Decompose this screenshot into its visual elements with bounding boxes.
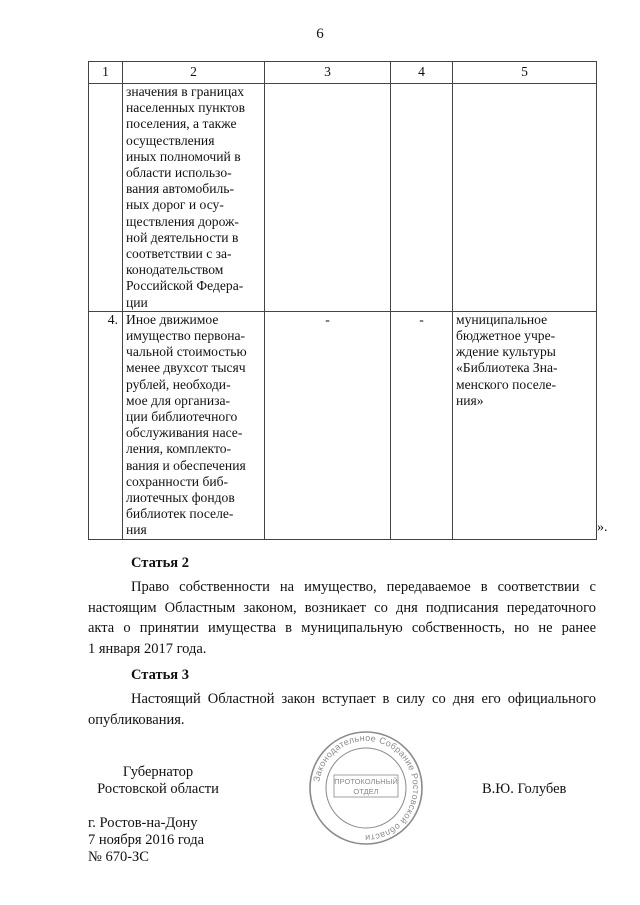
header-cell-4: 4 [391, 62, 453, 84]
svg-text:ОТДЕЛ: ОТДЕЛ [353, 787, 379, 796]
col5-cell [453, 84, 597, 312]
page-number: 6 [316, 26, 324, 42]
article-2-title: Статья 2 [131, 555, 189, 571]
col4-cell: - [391, 311, 453, 539]
date: 7 ноября 2016 года [88, 832, 205, 848]
col4-cell [391, 84, 453, 312]
svg-text:Законодательное Собрание Росто: Законодательное Собрание Ростовской области [311, 732, 422, 844]
header-cell-3: 3 [265, 62, 391, 84]
table-row [89, 311, 597, 539]
svg-text:ПРОТОКОЛЬНЫЙ: ПРОТОКОЛЬНЫЙ [334, 777, 398, 786]
law-number: № 670-ЗС [88, 849, 149, 865]
header-cell-1: 1 [89, 62, 123, 84]
closing-quote: ». [597, 520, 608, 535]
col3-cell: - [265, 311, 391, 539]
official-stamp-icon [308, 730, 424, 846]
col3-cell [265, 84, 391, 312]
header-cell-5: 5 [453, 62, 597, 84]
recipient-cell: муниципальное бюджетное учре- ждение культуры «Библиотека Зна- менского поселе- ния» [453, 311, 597, 539]
row-number [89, 84, 123, 312]
table-header-row [89, 62, 597, 84]
header-cell-2: 2 [123, 62, 265, 84]
property-name-cell: значения в границах населенных пунктов поселения, а также осуществления иных полномочий в области использо- вания автомобиль- ных дорог и осу- ществления дорож- ной деятельности в соответствии с за- конодательством Российской Федера- ции [123, 84, 265, 312]
signatory-name: В.Ю. Голубев [482, 781, 567, 797]
property-name-cell: Иное движимое имущество первона- чальной стоимостью менее двухсот тысяч рублей, необходи- мое для организа- ции библиотечного обслуживания насе- ления, комплекто- вания и обеспечения сохранности биб- лиотечных фондов библиотек поселе- ния [123, 311, 265, 539]
property-table [88, 61, 597, 540]
article-3-text: Настоящий Областной закон вступает в силу со дня его официального опубликования. [88, 691, 596, 728]
row-number: 4. [89, 311, 123, 539]
table-row [89, 84, 597, 312]
city: г. Ростов-на-Дону [88, 815, 198, 831]
place-date-number [88, 815, 204, 866]
article-2-text: Право собственности на имущество, передаваемое в соответствии с настоящим Областным законом, возникает со дня подписания передаточного акта о принятии имущества в муниципальную собственность, но не ранее 1 января 2017 года. [88, 579, 596, 657]
signatory-position: Губернатор Ростовской области [97, 764, 219, 797]
article-3-title: Статья 3 [131, 667, 189, 683]
